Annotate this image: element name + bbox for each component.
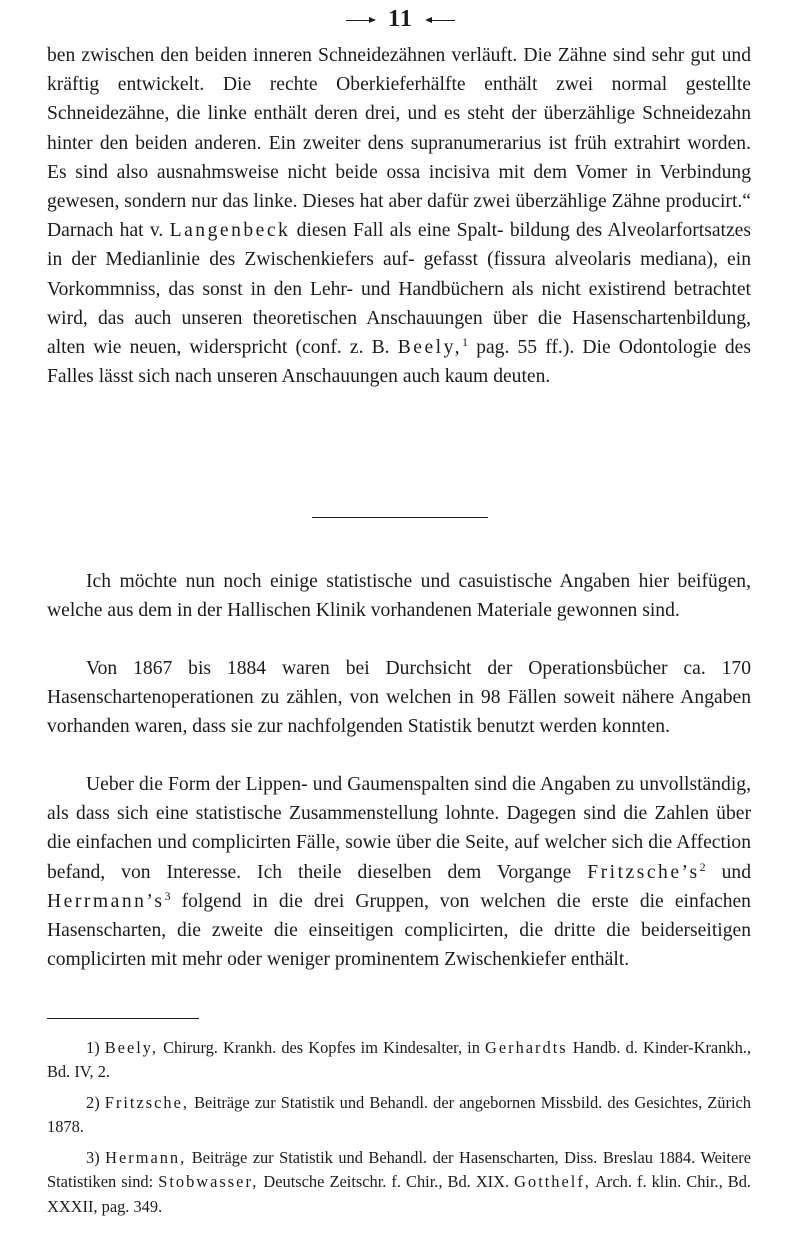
author-name: Herrmann’s: [47, 890, 165, 912]
footnote-3: [47, 1146, 751, 1219]
author-name: Beely,: [104, 1038, 159, 1057]
paragraph-text: pag. 55 ff.). Die Odontologie des Falles lässt sich nach unseren Anschauungen auch kaum deuten.: [47, 337, 751, 388]
author-name: Beely,: [397, 337, 463, 359]
footnote-ref: 1: [462, 335, 469, 350]
footnote-text: Arch. f. klin. Chir., Bd. XXXII, pag. 349.: [47, 1172, 751, 1216]
paragraph: Von 1867 bis 1884 waren bei Durchsicht der Operationsbücher ca. 170 Hasenschartenoperationen zu zählen, von welchen in 98 Fällen soweit nähere Angaben vorhanden waren, dass sie zur nachfolgenden Statistik benutzt werden konnten.: [47, 658, 751, 738]
footnote-divider: [47, 1018, 199, 1019]
author-name: Gerhardts: [485, 1038, 568, 1057]
paragraph-text: Ueber die Form der Lippen- und Gaumenspalten sind die Angaben zu unvollständig, als dass sich eine statistische Zusammenstellung lohnte. Dagegen sind die Zahlen über die einfachen und complicirten Fälle, sowie über die Seite, auf welcher sich die Affection befand, von Interesse. Ich theile dieselben dem Vorgange: [47, 774, 751, 883]
footnote-1: [47, 1036, 751, 1085]
author-name: Fritzsche’s: [587, 861, 700, 883]
author-name: Stobwasser,: [158, 1172, 259, 1192]
author-name: Gotthelf,: [514, 1172, 591, 1192]
footnote-text: Handb. d. Kinder-Krankh., Bd. IV, 2.: [47, 1038, 751, 1082]
paragraph-continuation: [47, 41, 751, 391]
author-name: Fritzsche,: [104, 1093, 189, 1112]
section-divider: [312, 517, 488, 518]
paragraph-text: folgend in die drei Gruppen, von welchen die erste die einfachen Hasenscharten, die zweite die einseitigen complicirten, die dritte die beiderseitigen complicirten mit mehr oder weniger prominentem Zwischenkiefer enthält.: [47, 890, 751, 971]
author-name: Langenbeck: [169, 220, 291, 242]
footnote-text: Beiträge zur Statistik und Behandl. der angebornen Missbild. des Gesichtes, Zürich 1878.: [47, 1093, 751, 1137]
paragraph-text: ben zwischen den beiden inneren Schneidezähnen verläuft. Die Zähne sind sehr gut und kräftig entwickelt. Die rechte Oberkieferhälfte enthält zwei normal gestellte Schneidezähne, die linke enthält deren drei, und es steht der überzählige Schneidezahn hinter den beiden anderen. Ein zweiter dens supranumerarius ist früh extrahirt worden. Es sind also ausnahmsweise nicht beide ossa incisiva mit dem Vomer in Verbindung gewesen, sondern nur das linke. Dieses hat aber dafür zwei überzählige Zähne producirt.“ Darnach hat v.: [47, 45, 751, 242]
paragraph: [47, 770, 751, 974]
paragraph-text: diesen Fall als eine Spalt- bildung des Alveolarfortsatzes in der Medianlinie des Zwischenkiefers auf- gefasst (fissura alveolaris mediana), ein Vorkommniss, das sonst in den Lehr- und Handbüchern als nicht existirend betrachtet wird, das auch unseren theoretischen Anschauungen über die Hasenschartenbildung, alten wie neuen, widerspricht (conf. z. B.: [47, 220, 751, 359]
paragraph: Ich möchte nun noch einige statistische und casuistische Angaben hier beifügen, welche aus dem in der Hallischen Klinik vorhandenen Materiale gewonnen sind.: [47, 571, 751, 622]
footnote-text: Chirurg. Krankh. des Kopfes im Kindesalter, in: [163, 1038, 480, 1057]
paragraph-text: und: [721, 861, 751, 883]
footnote-ref: 3: [164, 888, 171, 903]
left-ornament-dash: [346, 20, 374, 21]
footnote-text: Beiträge zur Statistik und Behandl. der Hasenscharten, Diss. Breslau 1884. Weitere Statistiken sind:: [47, 1148, 751, 1192]
footnote-number: 2): [86, 1093, 100, 1112]
footnote-text: Deutsche Zeitschr. f. Chir., Bd. XIX.: [263, 1172, 510, 1192]
footnote-ref: 2: [699, 859, 706, 874]
page-header: [0, 4, 801, 34]
page-number: 11: [388, 6, 413, 32]
author-name: Hermann,: [105, 1148, 187, 1167]
footnote-number: 1): [86, 1038, 100, 1057]
footnote-2: [47, 1091, 751, 1140]
right-ornament-dash: [427, 20, 455, 21]
footnote-number: 3): [86, 1148, 100, 1167]
